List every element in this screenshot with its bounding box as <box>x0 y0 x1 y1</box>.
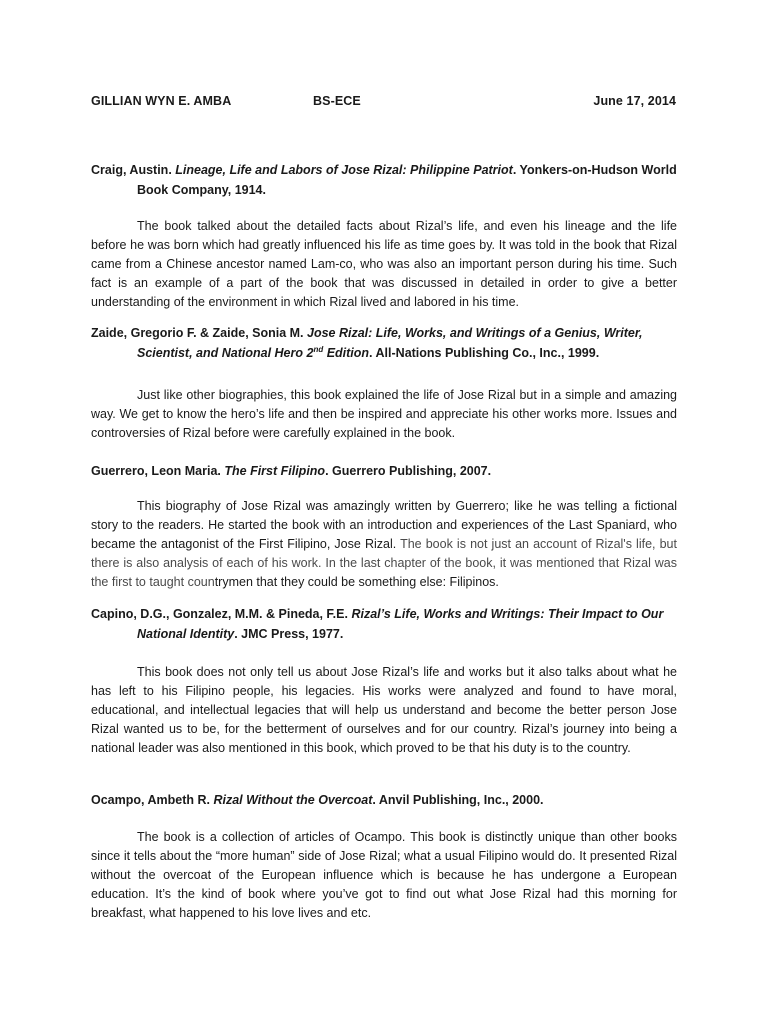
bibliography-entry <box>91 604 677 758</box>
annotation-paragraph: Just like other biographies, this book explained the life of Jose Rizal but in a simple and amazing way. We get to know the hero’s life and then be inspired and appreciate his other works more. Issues and controversies of Rizal before were carefully explained in the book. <box>91 388 677 440</box>
citation <box>91 160 677 200</box>
date: June 17, 2014 <box>593 94 676 108</box>
citation-publisher: . Anvil Publishing, Inc., 2000. <box>372 793 544 807</box>
citation-author: Craig, Austin. <box>91 163 176 177</box>
citation-title: The First Filipino <box>224 464 326 478</box>
course: BS-ECE <box>313 94 361 108</box>
annotation-text: This biography of Jose Rizal was amazingly written by Guerrero; like he was telling a fictional story to the readers. He started the book with an introduction and experiences of the Last Spaniard, who became the antagonist of the First Filipino, Jose Rizal. <box>91 499 677 551</box>
annotation-text-muted: The book is not just an account of Rizal's life, but there is also analysis of each of his work. In the last chapter of the book, it was mentioned that Rizal was the first to taught coun <box>91 537 677 589</box>
annotation-paragraph: This book does not only tell us about Jose Rizal’s life and works but it also talks about what he has left to his Filipino people, his legacies. His works were analyzed and found to have moral, educational, and intellectual legacies that will help us understand and become the better person Jose Rizal wanted us to be, for the betterment of ourselves and for our country. Rizal’s journey into being a national leader was also mentioned in this book, which proved to be that his duty is to the country. <box>91 665 677 755</box>
citation <box>91 461 677 481</box>
citation-author: Guerrero, Leon Maria. <box>91 464 225 478</box>
citation-author: Capino, D.G., Gonzalez, M.M. & Pineda, F.E. <box>91 607 352 621</box>
annotation-text-tail: trymen that they could be something else: Filipinos. <box>214 575 499 589</box>
citation-author: Zaide, Gregorio F. & Zaide, Sonia M. <box>91 326 308 340</box>
citation <box>91 604 677 644</box>
citation-title: Rizal’s Life, Works and Writings: Their Impact to Our National Identity <box>137 607 664 641</box>
citation-title: Lineage, Life and Labors of Jose Rizal: Philippine Patriot <box>175 163 513 177</box>
annotation-paragraph: The book is a collection of articles of Ocampo. This book is distinctly unique than other books since it tells about the “more human” side of Jose Rizal; what a usual Filipino would do. It presented Rizal without the overcoat of the European influence which is because he has undergone a European education. It’s the kind of book where you’ve got to find out what Jose Rizal had this morning for breakfast, what happened to his love lives and etc. <box>91 830 677 920</box>
citation-title-text: Jose Rizal: Life, Works, and Writings of a Genius, Writer, Scientist, and National Hero 2 <box>137 326 643 360</box>
citation-title-superscript: nd <box>313 344 324 354</box>
bibliography-entry <box>91 790 677 923</box>
bibliography-entry <box>91 323 677 443</box>
citation-publisher: . JMC Press, 1977. <box>234 627 344 641</box>
citation-title-edition: Edition <box>323 346 370 360</box>
citation <box>91 790 677 810</box>
student-name: GILLIAN WYN E. AMBA <box>91 94 232 108</box>
citation-author: Ocampo, Ambeth R. <box>91 793 214 807</box>
citation-publisher: . Yonkers-on-Hudson World Book Company, 1914. <box>137 163 677 197</box>
citation <box>91 323 677 363</box>
citation-publisher: . Guerrero Publishing, 2007. <box>325 464 492 478</box>
bibliography-entry <box>91 461 677 592</box>
citation-publisher: . All-Nations Publishing Co., Inc., 1999. <box>369 346 600 360</box>
annotation-paragraph: The book talked about the detailed facts about Rizal’s life, and even his lineage and the life before he was born which had greatly influenced his life as time goes by. It was told in the book that Rizal came from a Chinese ancestor named Lam-co, who was also an important person during his time. Such fact is an example of a part of the book that was discussed in detailed in order to give a better understanding of the environment in which Rizal lived and labored in his time. <box>91 219 677 309</box>
annotation-paragraph <box>91 497 677 592</box>
bibliography-entry <box>91 160 677 312</box>
document-header <box>91 94 676 112</box>
citation-title: Rizal Without the Overcoat <box>213 793 373 807</box>
